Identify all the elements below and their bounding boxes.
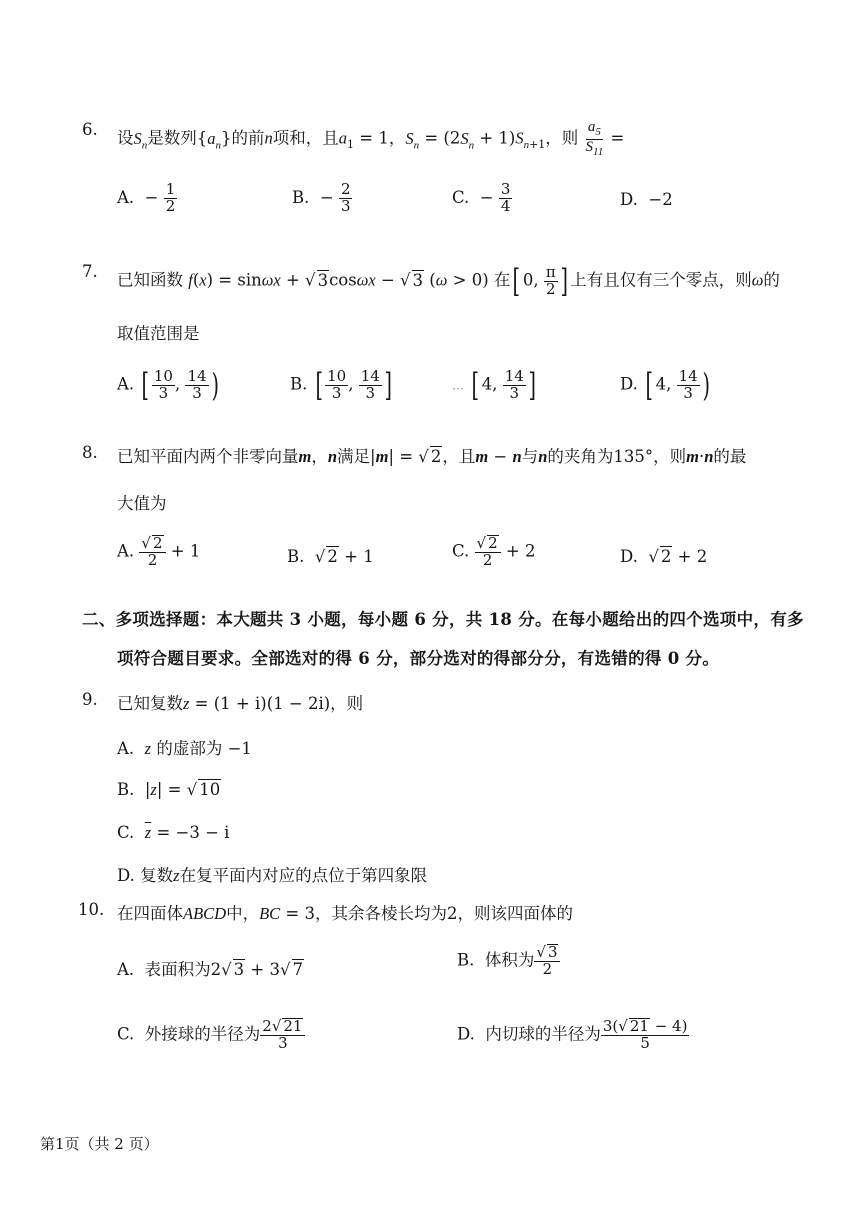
option-d: D. −2 [620,190,673,209]
option-b: B. − $\frac{2}{3}$ [292,180,351,215]
question-stem: 设$S_n$是数列$\{a_n\}$的前n项和，且$a_1 = 1$，$S_n = (2S_n + 1)S_{n+1}$，则 $\frac{a_5}{S_{11}}$ = [117,119,625,158]
option-b: B. [ $\frac{10}{3}$ , $\frac{14}{3}$ ] [290,366,392,404]
option-d: D. 复数z在复平面内对应的点位于第四象限 [117,866,428,885]
question-stem: 在四面体ABCD中，BC = 3，其余各棱长均为2，则该四面体的 [117,904,573,923]
option-a: A. $\frac{√ 2}{2}$ + 1 [117,534,201,569]
option-d: D. 内切球的半径为 $\frac{3(√ 21 - 4)}{5}$ [457,1017,688,1052]
question-7-stem-line2: 取值范围是 [117,324,200,343]
question-number: 9. [82,690,98,709]
question-stem: 已知平面内两个非零向量m，n满足|m| = √ 2，且m − n与n的夹角为135°，则m·n的最 [117,447,747,466]
option-c: C. $\overline{z} = -3 - i$ [117,823,230,842]
question-stem: 已知函数 f(x) = sinωx + √ 3cosωx − √ 3 (ω > 0) 在[ 0, $\frac{\pi}{2}$ ] 上有且仅有三个零点，则ω的 [117,262,780,300]
option-a: A. − $\frac{1}{2}$ [117,180,176,215]
option-b: B. |z| = √ 10 [117,780,221,799]
question-number: 8. [82,443,98,462]
option-c: C. $\frac{√ 2}{2}$ + 2 [452,534,536,569]
page-footer: 第1页（共 2 页） [40,1135,159,1153]
option-c: C. − $\frac{3}{4}$ [452,180,511,215]
option-a: A. z 的虚部为 −1 [117,739,252,758]
question-stem: 已知复数z = (1 + i)(1 − 2i)，则 [117,694,364,713]
option-d: D. √ 2 + 2 [620,547,708,566]
option-c: … [ 4, $\frac{14}{3}$ ] [452,366,536,404]
question-number: 7. [82,262,98,281]
option-b: B. √ 2 + 1 [287,547,374,566]
question-number: 10. [78,900,105,919]
option-c: C. 外接球的半径为 $\frac{2√ 21}{3}$ [117,1018,305,1052]
option-b: B. 体积为 $\frac{√ 3}{2}$ [457,944,560,978]
question-8-stem-line2: 大值为 [117,494,167,513]
option-a: A. 表面积为2√ 3 + 3√ 7 [117,960,303,979]
section-heading-line2: 项符合题目要求。全部选对的得 6 分，部分选对的得部分分，有选错的得 0 分。 [117,649,720,668]
question-number: 6. [82,120,98,139]
option-a: A. [ $\frac{10}{3}$ , $\frac{14}{3}$ ) [117,366,219,404]
section-heading: 二、多项选择题：本大题共 3 小题，每小题 6 分，共 18 分。在每小题给出的四个选项中，有多 [82,610,804,629]
option-d: D. [ 4, $\frac{14}{3}$ ) [620,366,710,404]
